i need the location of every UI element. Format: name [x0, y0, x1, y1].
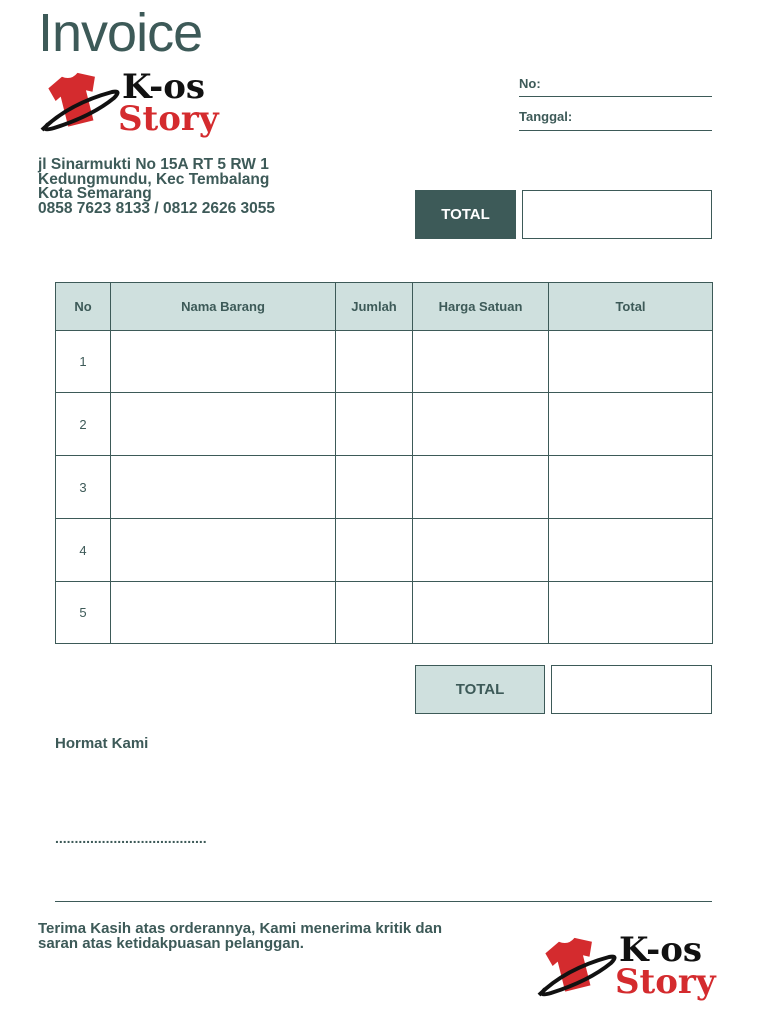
invoice-no-label: No: — [519, 76, 541, 91]
col-header-total: Total — [549, 283, 713, 331]
table-row — [56, 519, 713, 582]
brand-logo — [38, 68, 218, 148]
cell-jumlah[interactable] — [336, 519, 413, 582]
phone-numbers: 0858 7623 8133 / 0812 2626 3055 — [38, 199, 276, 217]
tshirt-orbit-logo-icon — [38, 68, 120, 138]
total-label-bottom: TOTAL — [415, 665, 545, 714]
address-line: Kota Semarang — [38, 185, 152, 202]
brand-name-bottom: Story — [615, 962, 716, 1002]
items-table — [55, 282, 713, 644]
table-row — [56, 331, 713, 393]
cell-nama-barang[interactable] — [111, 456, 336, 519]
row-number: 1 — [56, 331, 111, 393]
invoice-no-line — [519, 96, 712, 97]
table-row — [56, 582, 713, 644]
address-line: Kedungmundu, Kec Tembalang — [38, 170, 270, 188]
cell-total[interactable] — [549, 393, 713, 456]
row-number: 3 — [56, 456, 111, 519]
tshirt-orbit-logo-icon — [535, 933, 617, 1003]
table-row — [56, 393, 713, 456]
cell-harga-satuan[interactable] — [413, 456, 549, 519]
cell-total[interactable] — [549, 582, 713, 644]
row-number: 5 — [56, 582, 111, 644]
invoice-date-line — [519, 130, 712, 131]
cell-jumlah[interactable] — [336, 331, 413, 393]
col-header-jumlah: Jumlah — [336, 283, 413, 331]
closing-text: Hormat Kami — [55, 735, 149, 752]
invoice-date-label: Tanggal: — [519, 109, 573, 124]
cell-total[interactable] — [549, 456, 713, 519]
cell-harga-satuan[interactable] — [413, 519, 549, 582]
company-address — [38, 158, 275, 216]
total-label-top: TOTAL — [415, 190, 516, 239]
cell-harga-satuan[interactable] — [413, 582, 549, 644]
table-header-row — [56, 283, 713, 331]
cell-harga-satuan[interactable] — [413, 331, 549, 393]
total-value-box-bottom[interactable] — [551, 665, 712, 714]
cell-nama-barang[interactable] — [111, 519, 336, 582]
cell-nama-barang[interactable] — [111, 331, 336, 393]
cell-nama-barang[interactable] — [111, 582, 336, 644]
row-number: 4 — [56, 519, 111, 582]
brand-logo-footer — [535, 930, 716, 1013]
cell-jumlah[interactable] — [336, 582, 413, 644]
total-value-box-top[interactable] — [522, 190, 712, 239]
brand-name-bottom: Story — [118, 99, 219, 139]
cell-jumlah[interactable] — [336, 393, 413, 456]
col-header-harga-satuan: Harga Satuan — [413, 283, 549, 331]
invoice-title: Invoice — [38, 3, 203, 63]
table-row — [56, 456, 713, 519]
brand-name-top: K-os — [122, 67, 206, 107]
col-header-nama-barang: Nama Barang — [111, 283, 336, 331]
row-number: 2 — [56, 393, 111, 456]
signature-line: ....................................... — [55, 830, 207, 846]
cell-total[interactable] — [549, 331, 713, 393]
cell-jumlah[interactable] — [336, 456, 413, 519]
col-header-no: No — [56, 283, 111, 331]
footer-divider — [55, 901, 712, 902]
cell-total[interactable] — [549, 519, 713, 582]
address-line: jl Sinarmukti No 15A RT 5 RW 1 — [38, 156, 269, 173]
cell-nama-barang[interactable] — [111, 393, 336, 456]
cell-harga-satuan[interactable] — [413, 393, 549, 456]
thank-you-note: Terima Kasih atas orderannya, Kami menerima kritik dan saran atas ketidakpuasan pelanggan. — [38, 920, 443, 952]
brand-name-top: K-os — [619, 930, 703, 970]
